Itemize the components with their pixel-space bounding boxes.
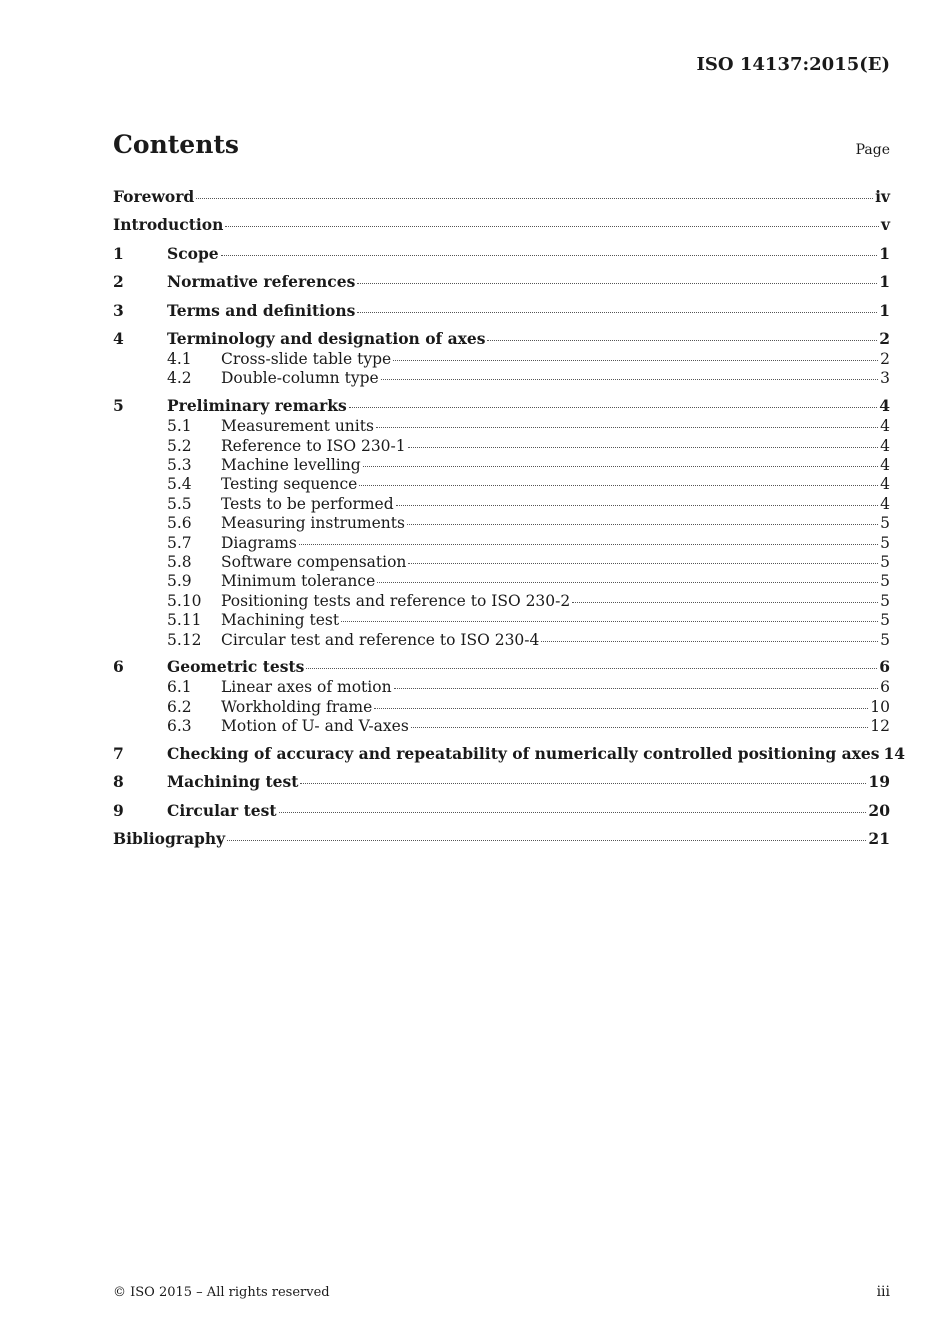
- toc-entry-number: 5.7: [167, 533, 192, 552]
- toc-entry[interactable]: [113, 214, 890, 236]
- toc-entry-page: 6: [879, 657, 890, 677]
- toc-entry-page: 20: [868, 800, 890, 820]
- toc-entry[interactable]: [113, 717, 890, 736]
- toc-entry-label: Foreword: [113, 187, 195, 206]
- toc-entry[interactable]: [113, 631, 890, 650]
- toc-entry-label: Measuring instruments: [221, 514, 405, 533]
- toc-entry-number: 5: [113, 396, 124, 416]
- dot-leader: [279, 812, 867, 813]
- toc-entry-label: Circular test and reference to ISO 230-4: [221, 630, 540, 649]
- toc-entry-label: Preliminary remarks: [167, 396, 347, 416]
- dot-leader: [487, 340, 877, 341]
- toc-entry[interactable]: [113, 611, 890, 630]
- dot-leader: [408, 447, 878, 448]
- toc-entry-page: 4: [879, 396, 890, 416]
- toc-entry[interactable]: [113, 475, 890, 494]
- toc-entry-number: 5.9: [167, 572, 192, 591]
- footer-page-number: iii: [876, 1284, 890, 1300]
- toc-entry-number: 6: [113, 657, 124, 677]
- toc-entry-page: 21: [868, 829, 890, 849]
- toc-entry[interactable]: [113, 698, 890, 717]
- toc-entry-label: Motion of U- and V-axes: [221, 717, 409, 736]
- toc-entry-label: Workholding frame: [221, 697, 373, 716]
- toc-entry[interactable]: [113, 800, 890, 822]
- toc-entry-number: 4.1: [167, 349, 192, 368]
- toc-entry[interactable]: [113, 369, 890, 388]
- toc-entry-page: 4: [880, 455, 890, 474]
- toc-entry-label: Terms and definitions: [167, 300, 356, 320]
- toc-entry-page: 4: [880, 417, 890, 436]
- toc-entry[interactable]: [113, 771, 890, 793]
- toc-entry-number: 9: [113, 800, 124, 820]
- toc-entry-number: 6.2: [167, 697, 192, 716]
- toc-entry-label: Testing sequence: [221, 475, 358, 494]
- toc-entry-number: 1: [113, 243, 124, 263]
- toc-entry-number: 5.3: [167, 455, 192, 474]
- dot-leader: [541, 641, 878, 642]
- dot-leader: [300, 783, 866, 784]
- toc-entry[interactable]: [113, 395, 890, 417]
- toc-entry-label: Machining test: [167, 772, 299, 792]
- dot-leader: [393, 360, 878, 361]
- toc-entry-number: 3: [113, 300, 124, 320]
- dot-leader: [374, 708, 868, 709]
- toc-entry-page: 4: [880, 494, 890, 513]
- toc-entry-page: 12: [870, 717, 890, 736]
- toc-entry-label: Tests to be performed: [221, 494, 394, 513]
- dot-leader: [225, 226, 879, 227]
- dot-leader: [306, 668, 877, 669]
- toc-entry-label: Checking of accuracy and repeatability of numerically controlled positioning axes: [167, 744, 880, 764]
- toc-entry[interactable]: [113, 417, 890, 436]
- toc-entry-page: 1: [879, 243, 890, 263]
- toc-entry-number: 5.5: [167, 494, 192, 513]
- toc-entry-label: Introduction: [113, 215, 224, 235]
- toc-entry-label: Linear axes of motion: [221, 678, 392, 697]
- toc-entry-number: 4: [113, 328, 124, 348]
- dot-leader: [299, 544, 878, 545]
- toc-entry-number: 7: [113, 744, 124, 764]
- dot-leader: [357, 283, 877, 284]
- toc-entry-page: 4: [880, 475, 890, 494]
- toc-entry-label: Double-column type: [221, 369, 379, 388]
- dot-leader: [381, 379, 878, 380]
- toc-entry-page: 2: [879, 328, 890, 348]
- toc-entry-label: Circular test: [167, 800, 277, 820]
- toc-entry[interactable]: [113, 572, 890, 591]
- toc-entry[interactable]: [113, 553, 890, 572]
- dot-leader: [196, 198, 873, 199]
- toc-entry-page: 19: [868, 772, 890, 792]
- toc-entry-number: 5.10: [167, 591, 202, 610]
- toc-entry-page: 3: [880, 369, 890, 388]
- toc-entry-page: 5: [880, 553, 890, 571]
- toc-entry[interactable]: [113, 534, 890, 553]
- toc-entry-label: Positioning tests and reference to ISO 230-2: [221, 591, 571, 610]
- toc-entry-page: 5: [880, 514, 890, 533]
- toc-entry-number: 5.11: [167, 611, 202, 630]
- toc-entry-number: 5.6: [167, 514, 192, 533]
- dot-leader: [349, 407, 877, 408]
- dot-leader: [376, 427, 878, 428]
- toc-entry-page: 5: [880, 591, 890, 610]
- toc-entry-page: 10: [870, 697, 890, 716]
- toc-entry-label: Normative references: [167, 272, 356, 292]
- toc-entry-number: 6.1: [167, 678, 192, 697]
- toc-entry[interactable]: [113, 592, 890, 611]
- table-of-contents: [113, 186, 906, 850]
- toc-entry-page: 4: [880, 436, 890, 455]
- dot-leader: [396, 505, 878, 506]
- toc-entry-label: Geometric tests: [167, 657, 305, 677]
- document-id: ISO 14137:2015(E): [696, 54, 890, 75]
- toc-entry-number: 8: [113, 772, 124, 792]
- page-column-label: Page: [855, 142, 890, 158]
- toc-entry-page: iv: [875, 187, 890, 206]
- dot-leader: [363, 466, 878, 467]
- toc-entry[interactable]: [113, 243, 890, 265]
- toc-entry-number: 5.12: [167, 630, 202, 649]
- toc-entry[interactable]: [113, 678, 890, 697]
- toc-entry[interactable]: [113, 186, 890, 208]
- toc-entry[interactable]: [113, 271, 890, 293]
- toc-entry-page: 1: [879, 272, 890, 292]
- toc-entry-number: 2: [113, 272, 124, 292]
- dot-leader: [341, 621, 878, 622]
- toc-entry-number: 5.8: [167, 553, 192, 571]
- toc-entry[interactable]: [113, 300, 890, 322]
- toc-entry-page: 2: [880, 349, 890, 368]
- dot-leader: [357, 312, 877, 313]
- toc-entry[interactable]: [113, 743, 906, 765]
- toc-entry-page: 5: [880, 611, 890, 630]
- dot-leader: [407, 524, 878, 525]
- dot-leader: [227, 840, 866, 841]
- toc-entry[interactable]: [113, 514, 890, 533]
- toc-entry-label: Terminology and designation of axes: [167, 328, 486, 348]
- toc-entry[interactable]: [113, 328, 890, 350]
- toc-entry-label: Minimum tolerance: [221, 572, 376, 591]
- toc-entry-number: 5.4: [167, 475, 192, 494]
- dot-leader: [221, 255, 878, 256]
- toc-entry-page: 6: [880, 678, 890, 697]
- toc-entry-label: Machining test: [221, 611, 340, 630]
- page-title: Contents: [113, 130, 240, 159]
- footer-copyright: © ISO 2015 – All rights reserved: [113, 1285, 330, 1300]
- toc-entry-page: 14: [883, 744, 906, 764]
- toc-entry-label: Cross-slide table type: [221, 349, 392, 368]
- toc-entry[interactable]: [113, 437, 890, 456]
- toc-entry[interactable]: [113, 656, 890, 678]
- toc-entry-label: Reference to ISO 230-1: [221, 436, 406, 455]
- toc-entry-page: 5: [880, 533, 890, 552]
- toc-entry[interactable]: [113, 350, 890, 369]
- dot-leader: [377, 582, 878, 583]
- toc-entry-label: Bibliography: [113, 829, 226, 849]
- toc-entry-page: 1: [879, 300, 890, 320]
- toc-entry-number: 4.2: [167, 369, 192, 388]
- toc-entry-label: Scope: [167, 243, 219, 263]
- toc-entry-number: 6.3: [167, 717, 192, 736]
- dot-leader: [572, 602, 878, 603]
- toc-entry-label: Diagrams: [221, 533, 297, 552]
- toc-entry-page: 5: [880, 630, 890, 649]
- dot-leader: [408, 563, 878, 564]
- toc-entry-label: Machine levelling: [221, 455, 361, 474]
- toc-entry-page: v: [880, 215, 890, 235]
- toc-entry[interactable]: [113, 828, 890, 850]
- dot-leader: [359, 485, 878, 486]
- toc-entry-label: Measurement units: [221, 417, 374, 436]
- dot-leader: [394, 688, 879, 689]
- toc-entry-number: 5.2: [167, 436, 192, 455]
- toc-entry[interactable]: [113, 495, 890, 514]
- toc-entry-number: 5.1: [167, 417, 192, 436]
- toc-entry[interactable]: [113, 456, 890, 475]
- toc-entry-label: Software compensation: [221, 553, 407, 571]
- toc-entry-page: 5: [880, 572, 890, 591]
- dot-leader: [411, 727, 868, 728]
